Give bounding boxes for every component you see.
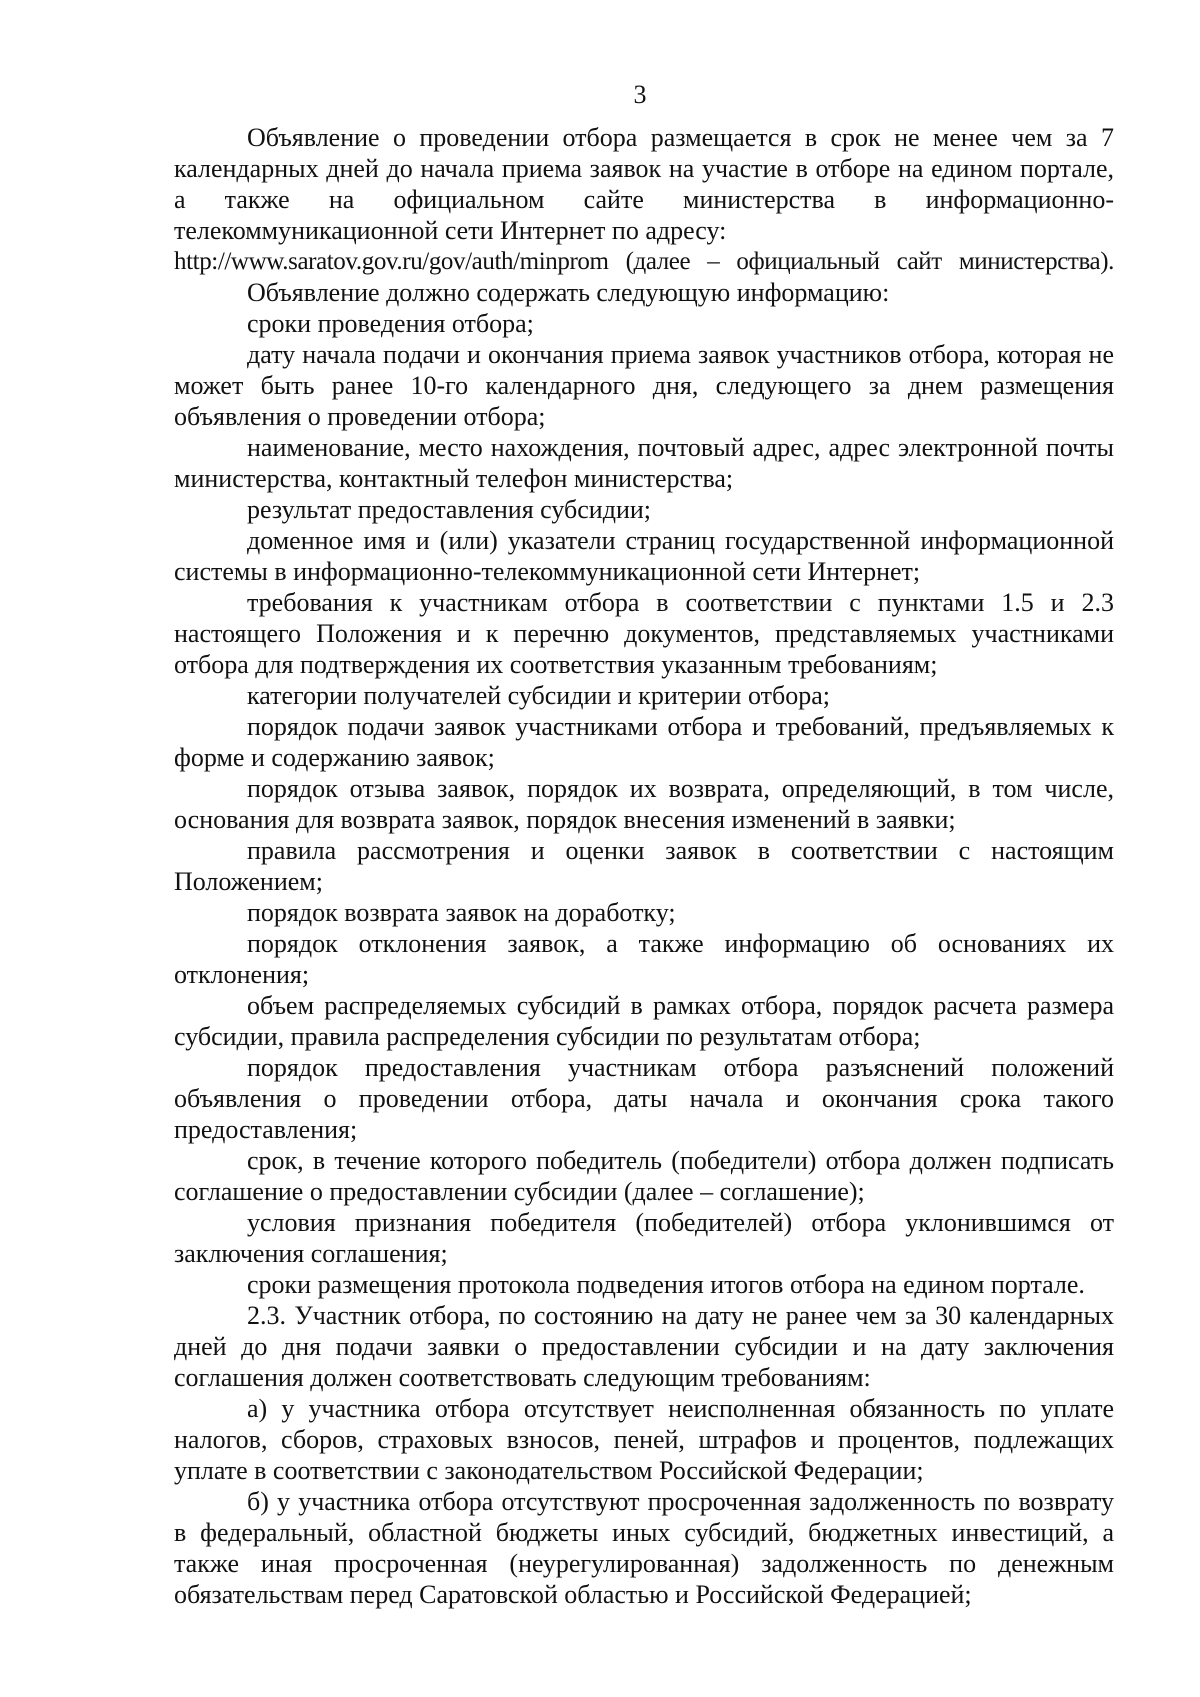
list-item-participant-requirements: требования к участникам отбора в соответствии с пунктами 1.5 и 2.3 настоящего Положения и к перечню документов, представляемых участниками отбора для подтверждения их соответствия указанным требованиям; <box>174 588 1114 679</box>
paragraph-announcement-placement: Объявление о проведении отбора размещается в срок не менее чем за 7 календарных дней до начала приема заявок на участие в отборе на едином портале, а также на официальном сайте министерства в информационно-телекоммуникационной сети Интернет по адресу: <box>174 123 1114 245</box>
list-item-subsidy-volume: объем распределяемых субсидий в рамках отбора, порядок расчета размера субсидии, правила распределения субсидии по результатам отбора; <box>174 991 1114 1051</box>
paragraph-announcement-contents: Объявление должно содержать следующую информацию: <box>247 278 890 307</box>
list-item-protocol-publication: сроки размещения протокола подведения итогов отбора на едином портале. <box>247 1270 1085 1299</box>
list-item-evasion-conditions: условия признания победителя (победителей) отбора уклонившимся от заключения соглашения; <box>174 1208 1114 1268</box>
list-item-rejection-procedure: порядок отклонения заявок, а также информацию об основаниях их отклонения; <box>174 929 1114 989</box>
list-item-recipient-categories: категории получателей субсидии и критерии отбора; <box>247 681 830 710</box>
paragraph-official-site-url: http://www.saratov.gov.ru/gov/auth/minprom (далее – официальный сайт министерства). <box>174 248 1114 275</box>
paragraph-requirement-b: б) у участника отбора отсутствуют просроченная задолженность по возврату в федеральный, областной бюджеты иных субсидий, бюджетных инвестиций, а также иная просроченная (неурегулированная) задолженность по денежным обязательствам перед Саратовской областью и Российской Федерацией; <box>174 1487 1114 1609</box>
list-item-signing-deadline: срок, в течение которого победитель (победители) отбора должен подписать соглашение о предоставлении субсидии (далее – соглашение); <box>174 1146 1114 1206</box>
list-item-domain-name: доменное имя и (или) указатели страниц государственной информационной системы в информационно-телекоммуникационной сети Интернет; <box>174 526 1114 586</box>
list-item-application-procedure: порядок подачи заявок участниками отбора и требований, предъявляемых к форме и содержанию заявок; <box>174 712 1114 772</box>
list-item-ministry-contacts: наименование, место нахождения, почтовый адрес, адрес электронной почты министерства, контактный телефон министерства; <box>174 433 1114 493</box>
list-item-withdrawal-procedure: порядок отзыва заявок, порядок их возврата, определяющий, в том числе, основания для возврата заявок, порядок внесения изменений в заявки; <box>174 774 1114 834</box>
list-item-selection-dates: сроки проведения отбора; <box>247 309 534 338</box>
list-item-subsidy-result: результат предоставления субсидии; <box>247 495 651 524</box>
page-number: 3 <box>633 80 647 109</box>
document-body <box>174 122 1114 1610</box>
list-item-return-for-revision: порядок возврата заявок на доработку; <box>247 898 676 927</box>
paragraph-section-2-3: 2.3. Участник отбора, по состоянию на дату не ранее чем за 30 календарных дней до дня подачи заявки о предоставлении субсидии и на дату заключения соглашения должен соответствовать следующим требованиям: <box>174 1301 1114 1392</box>
list-item-clarifications: порядок предоставления участникам отбора разъяснений положений объявления о проведении отбора, даты начала и окончания срока такого предоставления; <box>174 1053 1114 1144</box>
list-item-application-dates: дату начала подачи и окончания приема заявок участников отбора, которая не может быть ранее 10-го календарного дня, следующего за днем размещения объявления о проведении отбора; <box>174 340 1114 431</box>
list-item-review-rules: правила рассмотрения и оценки заявок в соответствии с настоящим Положением; <box>174 836 1114 896</box>
paragraph-requirement-a: а) у участника отбора отсутствует неисполненная обязанность по уплате налогов, сборов, страховых взносов, пеней, штрафов и процентов, подлежащих уплате в соответствии с законодательством Российской Федерации; <box>174 1394 1114 1485</box>
